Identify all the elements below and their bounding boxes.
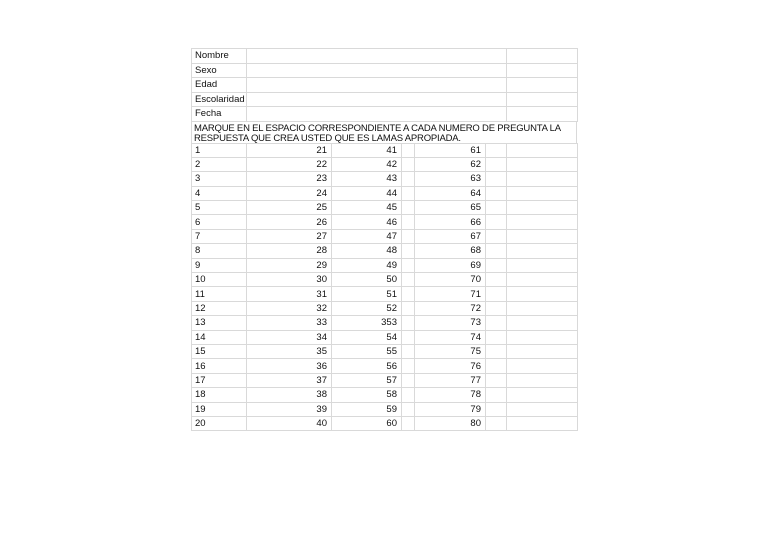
question-number: 17: [192, 373, 247, 387]
question-number: 69: [415, 258, 486, 272]
answer-cell[interactable]: [486, 244, 507, 258]
question-number: 73: [415, 316, 486, 330]
question-number: 63: [415, 172, 486, 186]
question-number: 30: [247, 273, 332, 287]
question-number: 41: [332, 143, 402, 157]
question-number: 38: [247, 388, 332, 402]
answer-row: [192, 201, 578, 215]
field-label: Edad: [192, 78, 247, 93]
question-number: 74: [415, 330, 486, 344]
answer-cell[interactable]: [402, 388, 415, 402]
answer-cell[interactable]: [402, 402, 415, 416]
answer-cell[interactable]: [507, 201, 578, 215]
question-number: 61: [415, 143, 486, 157]
field-label: Nombre: [192, 49, 247, 64]
answer-row: [192, 157, 578, 171]
answer-cell[interactable]: [402, 316, 415, 330]
question-number: 24: [247, 186, 332, 200]
question-number: 22: [247, 157, 332, 171]
answer-grid: [191, 143, 578, 432]
answer-cell[interactable]: [486, 273, 507, 287]
answer-cell[interactable]: [486, 301, 507, 315]
info-row: [192, 49, 578, 64]
answer-cell[interactable]: [402, 201, 415, 215]
answer-row: [192, 388, 578, 402]
question-number: 5: [192, 201, 247, 215]
question-number: 47: [332, 229, 402, 243]
answer-cell[interactable]: [486, 344, 507, 358]
question-number: 19: [192, 402, 247, 416]
question-number: 71: [415, 287, 486, 301]
answer-row: [192, 287, 578, 301]
answer-cell[interactable]: [486, 186, 507, 200]
question-number: 60: [332, 416, 402, 430]
answer-cell[interactable]: [486, 287, 507, 301]
question-number: 76: [415, 359, 486, 373]
field-label: Fecha: [192, 107, 247, 122]
answer-cell[interactable]: [507, 359, 578, 373]
question-number: 36: [247, 359, 332, 373]
question-number: 48: [332, 244, 402, 258]
answer-cell[interactable]: [507, 402, 578, 416]
answer-cell[interactable]: [402, 330, 415, 344]
question-number: 43: [332, 172, 402, 186]
question-number: 57: [332, 373, 402, 387]
question-number: 67: [415, 229, 486, 243]
question-number: 4: [192, 186, 247, 200]
question-number: 46: [332, 215, 402, 229]
question-number: 1: [192, 143, 247, 157]
question-number: 51: [332, 287, 402, 301]
answer-cell[interactable]: [486, 316, 507, 330]
answer-cell[interactable]: [402, 229, 415, 243]
answer-row: [192, 359, 578, 373]
answer-cell[interactable]: [507, 186, 578, 200]
question-number: 55: [332, 344, 402, 358]
answer-cell[interactable]: [402, 244, 415, 258]
field-answer-cell[interactable]: [247, 49, 507, 64]
question-number: 37: [247, 373, 332, 387]
answer-row: [192, 316, 578, 330]
answer-cell[interactable]: [507, 287, 578, 301]
answer-cell[interactable]: [486, 172, 507, 186]
info-row: [192, 78, 578, 93]
question-number: 49: [332, 258, 402, 272]
answer-row: [192, 186, 578, 200]
empty-cell: [507, 49, 578, 64]
answer-cell[interactable]: [507, 244, 578, 258]
answer-cell[interactable]: [486, 373, 507, 387]
question-number: 75: [415, 344, 486, 358]
answer-cell[interactable]: [402, 215, 415, 229]
answer-cell[interactable]: [486, 416, 507, 430]
question-number: 72: [415, 301, 486, 315]
question-number: 42: [332, 157, 402, 171]
personal-info-table: [191, 48, 578, 122]
question-number: 66: [415, 215, 486, 229]
question-number: 80: [415, 416, 486, 430]
question-number: 59: [332, 402, 402, 416]
question-number: 16: [192, 359, 247, 373]
field-label: Escolaridad: [192, 92, 247, 107]
answer-cell[interactable]: [402, 287, 415, 301]
answer-row: [192, 172, 578, 186]
answer-row: [192, 143, 578, 157]
answer-cell[interactable]: [507, 373, 578, 387]
answer-cell[interactable]: [486, 359, 507, 373]
question-number: 31: [247, 287, 332, 301]
field-label: Sexo: [192, 63, 247, 78]
question-number: 23: [247, 172, 332, 186]
answer-cell[interactable]: [507, 172, 578, 186]
question-number: 7: [192, 229, 247, 243]
question-number: 8: [192, 244, 247, 258]
question-number: 79: [415, 402, 486, 416]
answer-cell[interactable]: [507, 388, 578, 402]
field-answer-cell[interactable]: [247, 107, 507, 122]
question-number: 34: [247, 330, 332, 344]
empty-cell: [507, 92, 578, 107]
question-number: 44: [332, 186, 402, 200]
answer-cell[interactable]: [507, 330, 578, 344]
question-number: 39: [247, 402, 332, 416]
question-number: 21: [247, 143, 332, 157]
answer-cell[interactable]: [486, 388, 507, 402]
answer-cell[interactable]: [507, 344, 578, 358]
answer-row: [192, 258, 578, 272]
question-number: 3: [192, 172, 247, 186]
answer-row: [192, 402, 578, 416]
answer-cell[interactable]: [402, 273, 415, 287]
answer-row: [192, 344, 578, 358]
empty-cell: [507, 78, 578, 93]
answer-cell[interactable]: [486, 157, 507, 171]
answer-cell[interactable]: [402, 186, 415, 200]
empty-cell: [507, 107, 578, 122]
question-number: 28: [247, 244, 332, 258]
answer-cell[interactable]: [507, 416, 578, 430]
question-number: 45: [332, 201, 402, 215]
question-number: 33: [247, 316, 332, 330]
answer-sheet: [191, 48, 577, 431]
info-row: [192, 107, 578, 122]
answer-cell[interactable]: [507, 229, 578, 243]
answer-row: [192, 373, 578, 387]
empty-cell: [507, 63, 578, 78]
question-number: 56: [332, 359, 402, 373]
field-answer-cell[interactable]: [247, 63, 507, 78]
answer-cell[interactable]: [507, 301, 578, 315]
answer-cell[interactable]: [486, 215, 507, 229]
question-number: 77: [415, 373, 486, 387]
answer-cell[interactable]: [402, 143, 415, 157]
answer-row: [192, 229, 578, 243]
question-number: 40: [247, 416, 332, 430]
question-number: 10: [192, 273, 247, 287]
question-number: 9: [192, 258, 247, 272]
question-number: 353: [332, 316, 402, 330]
question-number: 14: [192, 330, 247, 344]
answer-cell[interactable]: [486, 229, 507, 243]
answer-cell[interactable]: [486, 143, 507, 157]
question-number: 58: [332, 388, 402, 402]
answer-cell[interactable]: [486, 258, 507, 272]
question-number: 64: [415, 186, 486, 200]
answer-cell[interactable]: [402, 416, 415, 430]
question-number: 13: [192, 316, 247, 330]
answer-row: [192, 244, 578, 258]
question-number: 20: [192, 416, 247, 430]
field-answer-cell[interactable]: [247, 92, 507, 107]
question-number: 26: [247, 215, 332, 229]
question-number: 70: [415, 273, 486, 287]
question-number: 78: [415, 388, 486, 402]
answer-cell[interactable]: [507, 273, 578, 287]
answer-row: [192, 301, 578, 315]
answer-cell[interactable]: [486, 201, 507, 215]
question-number: 29: [247, 258, 332, 272]
question-number: 65: [415, 201, 486, 215]
answer-cell[interactable]: [402, 157, 415, 171]
question-number: 32: [247, 301, 332, 315]
question-number: 11: [192, 287, 247, 301]
answer-cell[interactable]: [486, 402, 507, 416]
question-number: 6: [192, 215, 247, 229]
question-number: 12: [192, 301, 247, 315]
question-number: 52: [332, 301, 402, 315]
question-number: 68: [415, 244, 486, 258]
answer-cell[interactable]: [507, 215, 578, 229]
question-number: 50: [332, 273, 402, 287]
answer-cell[interactable]: [486, 330, 507, 344]
answer-cell[interactable]: [402, 373, 415, 387]
question-number: 15: [192, 344, 247, 358]
answer-row: [192, 215, 578, 229]
question-number: 54: [332, 330, 402, 344]
answer-row: [192, 416, 578, 430]
answer-cell[interactable]: [507, 258, 578, 272]
answer-row: [192, 330, 578, 344]
question-number: 62: [415, 157, 486, 171]
answer-cell[interactable]: [507, 316, 578, 330]
answer-row: [192, 273, 578, 287]
info-row: [192, 92, 578, 107]
question-number: 25: [247, 201, 332, 215]
question-number: 2: [192, 157, 247, 171]
answer-cell[interactable]: [402, 359, 415, 373]
question-number: 27: [247, 229, 332, 243]
answer-cell[interactable]: [507, 143, 578, 157]
info-row: [192, 63, 578, 78]
answer-cell[interactable]: [402, 344, 415, 358]
instructions-text: MARQUE EN EL ESPACIO CORRESPONDIENTE A CADA NUMERO DE PREGUNTA LA RESPUESTA QUE CREA USTED QUE ES LAMAS APROPIADA.: [191, 122, 577, 143]
answer-cell[interactable]: [402, 258, 415, 272]
question-number: 35: [247, 344, 332, 358]
answer-cell[interactable]: [402, 172, 415, 186]
answer-cell[interactable]: [507, 157, 578, 171]
question-number: 18: [192, 388, 247, 402]
answer-cell[interactable]: [402, 301, 415, 315]
field-answer-cell[interactable]: [247, 78, 507, 93]
